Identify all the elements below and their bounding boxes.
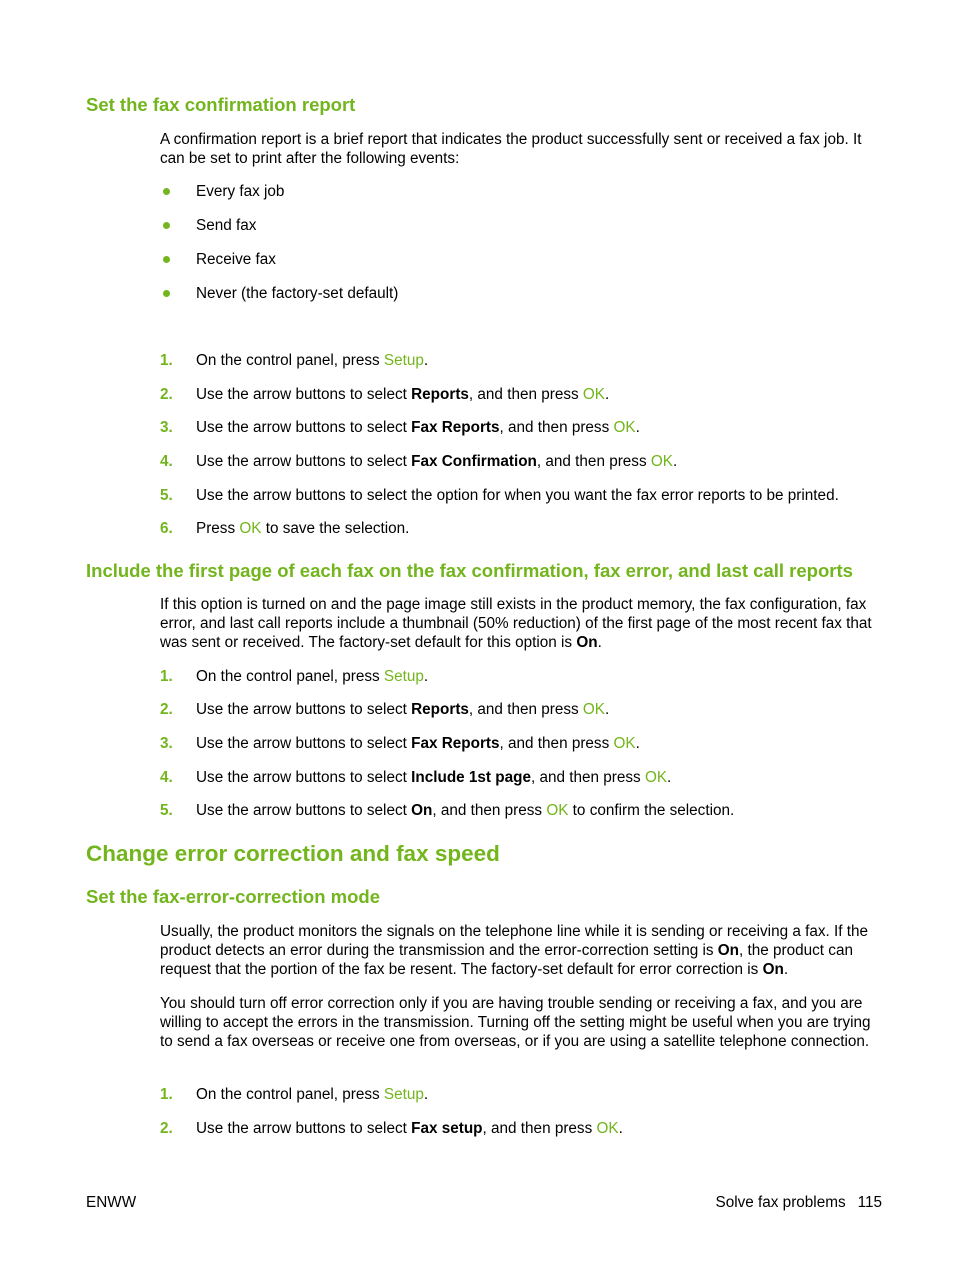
menu-option: On <box>411 802 433 819</box>
step-text: . <box>635 419 640 436</box>
control-panel-button-label: OK <box>650 453 673 470</box>
paragraph-text: , the product can request that the portion of the fax be resent. The factory-set default for error correction is <box>160 942 853 978</box>
step-number: 2. <box>160 1120 173 1137</box>
step-text: , and then press <box>530 769 645 786</box>
menu-option: Fax setup <box>411 1120 483 1137</box>
step-text: Use the arrow buttons to select <box>196 802 412 819</box>
step-text: , and then press <box>499 735 614 752</box>
menu-option: Reports <box>411 701 469 718</box>
footer-page-info <box>716 1193 882 1212</box>
section-heading-fax-error-correction-mode: Set the fax-error-correction mode <box>86 886 381 907</box>
step-number: 4. <box>160 769 173 786</box>
paragraph-text: If this option is turned on and the page image still exists in the product memory, the fax configuration, fax error, and last call reports include a thumbnail (50% reduction) of the first page of the most recent fax that was sent or received. The factory-set default for this option is <box>160 596 872 651</box>
step-text: On the control panel, press <box>196 1086 384 1103</box>
bullet-icon <box>163 256 170 263</box>
setting-value: On <box>717 942 740 959</box>
menu-option: Fax Reports <box>411 419 500 436</box>
step-text: . <box>672 453 678 470</box>
step-number: 3. <box>160 419 173 436</box>
step-text: to save the selection. <box>261 520 410 537</box>
step-text: Press <box>196 520 240 537</box>
menu-option: Fax Confirmation <box>411 453 537 470</box>
step-number: 6. <box>160 520 173 537</box>
step-text: Use the arrow buttons to select <box>196 419 412 436</box>
section-heading-include-first-page: Include the first page of each fax on the fax confirmation, fax error, and last call reports <box>86 560 853 581</box>
control-panel-button-label: OK <box>582 701 605 718</box>
control-panel-button-label: Setup <box>383 1086 424 1103</box>
step-text: Use the arrow buttons to select <box>196 769 412 786</box>
bullet-icon <box>163 188 170 195</box>
include-first-page-intro <box>160 595 884 652</box>
step-text: , and then press <box>432 802 547 819</box>
setting-value: On <box>762 961 784 978</box>
step-text: . <box>667 769 672 786</box>
step-text: . <box>604 386 610 403</box>
page-number: 115 <box>857 1194 882 1211</box>
step-number: 1. <box>160 668 173 685</box>
control-panel-button-label: OK <box>582 386 605 403</box>
error-correction-paragraph <box>160 922 884 979</box>
control-panel-button-label: Setup <box>383 352 424 369</box>
list-item-text: Every fax job <box>196 183 285 200</box>
step-number: 4. <box>160 453 173 470</box>
footer-edition: ENWW <box>86 1194 137 1211</box>
control-panel-button-label: OK <box>596 1120 619 1137</box>
control-panel-button-label: OK <box>613 419 636 436</box>
control-panel-button-label: Setup <box>383 668 424 685</box>
step-text: . <box>618 1120 623 1137</box>
control-panel-button-label: OK <box>613 735 636 752</box>
step-number: 5. <box>160 487 173 504</box>
paragraph-text: . <box>783 961 789 978</box>
step-text: Use the arrow buttons to select <box>196 701 412 718</box>
step-text: , and then press <box>468 386 583 403</box>
list-item-text: Receive fax <box>196 251 276 268</box>
bullet-icon <box>163 290 170 297</box>
list-item-text: Send fax <box>196 217 257 234</box>
step-text: Use the arrow buttons to select <box>196 1120 412 1137</box>
step-text: Use the arrow buttons to select <box>196 386 412 403</box>
section-heading-fax-confirmation: Set the fax confirmation report <box>86 94 356 115</box>
step-text: , and then press <box>468 701 583 718</box>
step-number: 1. <box>160 1086 173 1103</box>
step-text: Use the arrow buttons to select <box>196 453 412 470</box>
step-text: , and then press <box>499 419 614 436</box>
step-text: Use the arrow buttons to select <box>196 735 412 752</box>
error-correction-advice: You should turn off error correction only if you are having trouble sending or receiving a fax, and you are willing to accept the errors in the transmission. Turning off the setting might be useful when you are trying to send a fax overseas or receive one from overseas, or if you are using a satellite telephone connection. <box>160 995 871 1050</box>
menu-option: Fax Reports <box>411 735 500 752</box>
control-panel-button-label: OK <box>644 769 668 786</box>
step-number: 5. <box>160 802 173 819</box>
fax-confirmation-intro: A confirmation report is a brief report that indicates the product successfully sent or received a fax job. It can be set to print after the following events: <box>160 131 862 167</box>
step-text: . <box>423 1086 429 1103</box>
list-item-text: Never (the factory-set default) <box>196 285 399 302</box>
menu-option: Include 1st page <box>411 769 531 786</box>
step-text: . <box>604 701 610 718</box>
step-text: Use the arrow buttons to select the option for when you want the fax error reports to be printed. <box>196 487 839 504</box>
paragraph-text: . <box>597 634 602 651</box>
step-text: to confirm the selection. <box>568 802 735 819</box>
menu-option: Reports <box>411 386 469 403</box>
setting-value: On <box>576 634 598 651</box>
step-number: 2. <box>160 386 173 403</box>
step-text: On the control panel, press <box>196 668 384 685</box>
step-number: 2. <box>160 701 173 718</box>
section-heading-error-correction: Change error correction and fax speed <box>86 841 500 866</box>
step-text: . <box>423 352 429 369</box>
control-panel-button-label: OK <box>546 802 569 819</box>
step-text: . <box>635 735 640 752</box>
step-number: 1. <box>160 352 173 369</box>
step-text: . <box>423 668 429 685</box>
control-panel-button-label: OK <box>239 520 262 537</box>
bullet-icon <box>163 222 170 229</box>
step-text: , and then press <box>536 453 651 470</box>
paragraph-text: Usually, the product monitors the signals on the telephone line while it is sending or receiving a fax. If the product detects an error during the transmission and the error-correction setting is <box>160 923 869 959</box>
footer-section-title: Solve fax problems <box>715 1194 846 1211</box>
step-text: On the control panel, press <box>196 352 384 369</box>
step-text: , and then press <box>482 1120 597 1137</box>
step-number: 3. <box>160 735 173 752</box>
